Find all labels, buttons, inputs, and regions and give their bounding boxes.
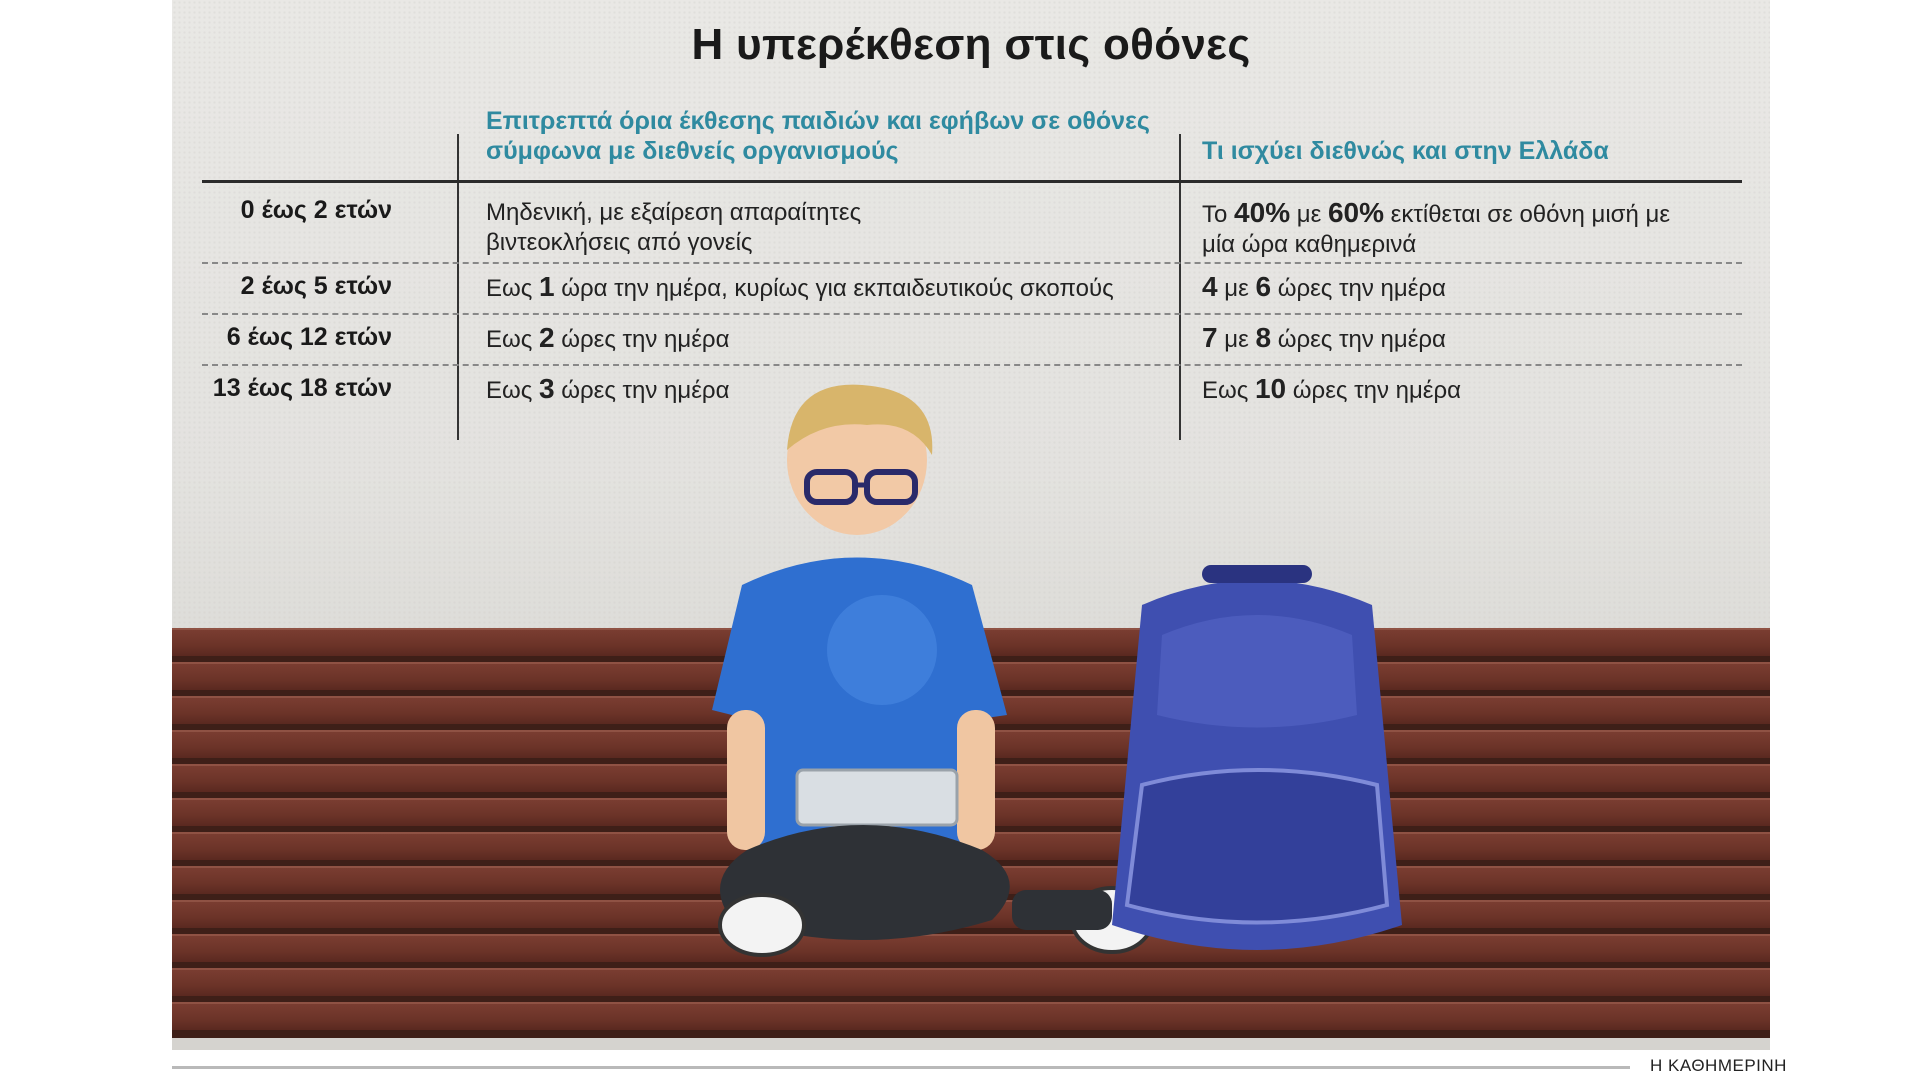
age-group-label: 0 έως 2 ετών	[240, 196, 392, 224]
age-group-label: 6 έως 12 ετών	[226, 323, 392, 351]
actual-usage-cell: Το 40% με 60% εκτίθεται σε οθόνη μισή με μία ώρα καθημερινά	[1202, 197, 1671, 258]
row-divider	[202, 364, 1742, 366]
page-title: Η υπερέκθεση στις οθόνες	[691, 20, 1251, 69]
header-rule	[202, 180, 1742, 183]
row-divider	[202, 313, 1742, 315]
column-header-actual-usage: Τι ισχύει διεθνώς και στην Ελλάδα	[1202, 137, 1609, 165]
actual-usage-cell: 7 με 8 ώρες την ημέρα	[1202, 322, 1446, 353]
table-row	[202, 270, 1742, 310]
row-divider	[202, 262, 1742, 264]
boy-with-tablet-illustration	[652, 380, 1152, 980]
age-group-label: 13 έως 18 ετών	[212, 374, 392, 402]
recommended-limit-cell: Μηδενική, με εξαίρεση απαραίτητες βιντεοκλήσεις από γονείς	[486, 199, 862, 256]
age-group-label: 2 έως 5 ετών	[240, 272, 392, 300]
footer-rule	[172, 1066, 1630, 1069]
recommended-limit-cell: Εως 1 ώρα την ημέρα, κυρίως για εκπαιδευτικούς σκοπούς	[486, 271, 1114, 302]
actual-usage-cell: 4 με 6 ώρες την ημέρα	[1202, 271, 1446, 302]
bench-slat	[172, 1002, 1770, 1030]
recommended-limit-cell: Εως 3 ώρες την ημέρα	[486, 373, 730, 404]
backpack-illustration	[1082, 565, 1432, 960]
source-credit: Η ΚΑΘΗΜΕΡΙΝΗ	[1650, 1056, 1787, 1075]
recommended-limit-cell: Εως 2 ώρες την ημέρα	[486, 322, 730, 353]
table-row	[202, 372, 1742, 412]
actual-usage-cell: Εως 10 ώρες την ημέρα	[1202, 373, 1462, 404]
table-row	[202, 194, 1742, 256]
column-header-recommended-limits: Επιτρεπτά όρια έκθεσης παιδιών και εφήβων σε οθόνες σύμφωνα με διεθνείς οργανισμούς	[486, 107, 1150, 165]
table-row	[202, 321, 1742, 361]
infographic-canvas	[172, 0, 1770, 1050]
